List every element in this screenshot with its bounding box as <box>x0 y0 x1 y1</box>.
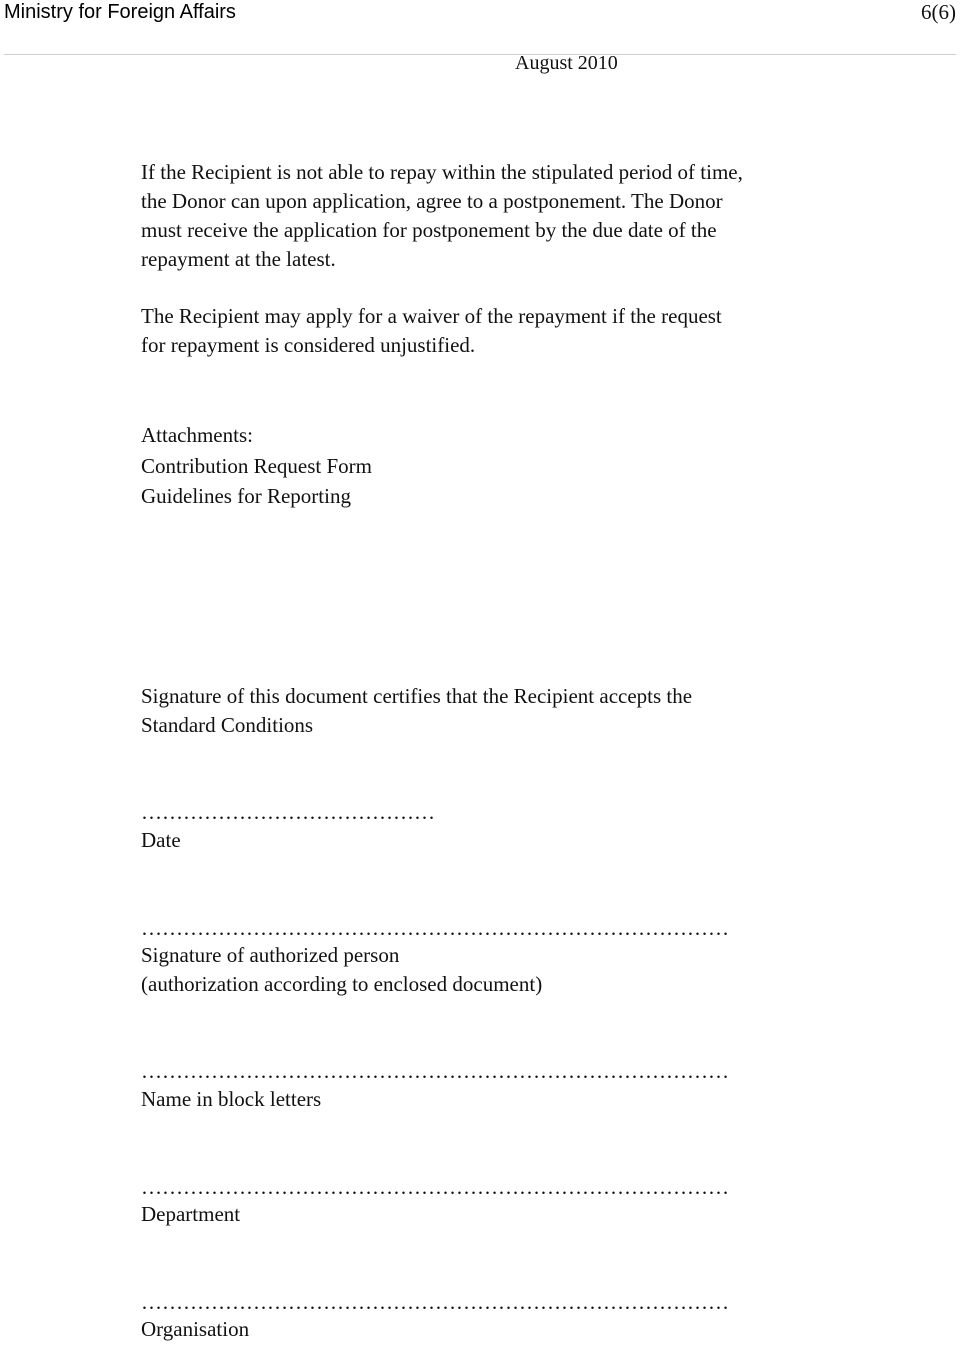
text-line: the Donor can upon application, agree to a postponement. The Donor <box>141 189 723 213</box>
page-number: 6(6) <box>921 0 956 24</box>
text-line: must receive the application for postponement by the due date of the <box>141 218 717 242</box>
date-label: Date <box>141 828 181 852</box>
attachments-section <box>141 420 901 512</box>
date-signature-line: …………………………………… <box>141 800 435 824</box>
text-line: Signature of this document certifies that the Recipient accepts the <box>141 684 693 708</box>
text-line: Standard Conditions <box>141 713 314 737</box>
organisation-signature-line: ………………………………………………………………………… <box>141 1290 729 1314</box>
document-date: August 2010 <box>515 52 618 74</box>
name-label: Name in block letters <box>141 1087 322 1111</box>
attachment-item: Contribution Request Form <box>141 453 372 478</box>
text-line: for repayment is considered unjustified. <box>141 333 476 357</box>
text-line: If the Recipient is not able to repay within the stipulated period of time, <box>141 160 743 184</box>
department-label: Department <box>141 1202 241 1226</box>
name-signature-line: ………………………………………………………………………… <box>141 1059 729 1083</box>
organisation-label: Organisation <box>141 1317 250 1341</box>
header-divider <box>4 54 956 55</box>
attachment-item: Guidelines for Reporting <box>141 484 351 508</box>
attachments-heading: Attachments: <box>141 423 253 447</box>
organization-name: Ministry for Foreign Affairs <box>4 1 236 23</box>
authorization-note: (authorization according to enclosed document) <box>141 972 543 996</box>
authorized-signature-line: ………………………………………………………………………… <box>141 916 729 940</box>
postponement-paragraph <box>141 158 901 274</box>
certification-paragraph <box>141 682 901 740</box>
department-signature-line: ………………………………………………………………………… <box>141 1175 729 1199</box>
authorized-signature-label: Signature of authorized person <box>141 943 400 967</box>
text-line: The Recipient may apply for a waiver of the repayment if the request <box>141 304 722 328</box>
text-line: repayment at the latest. <box>141 247 336 271</box>
waiver-paragraph <box>141 302 901 360</box>
